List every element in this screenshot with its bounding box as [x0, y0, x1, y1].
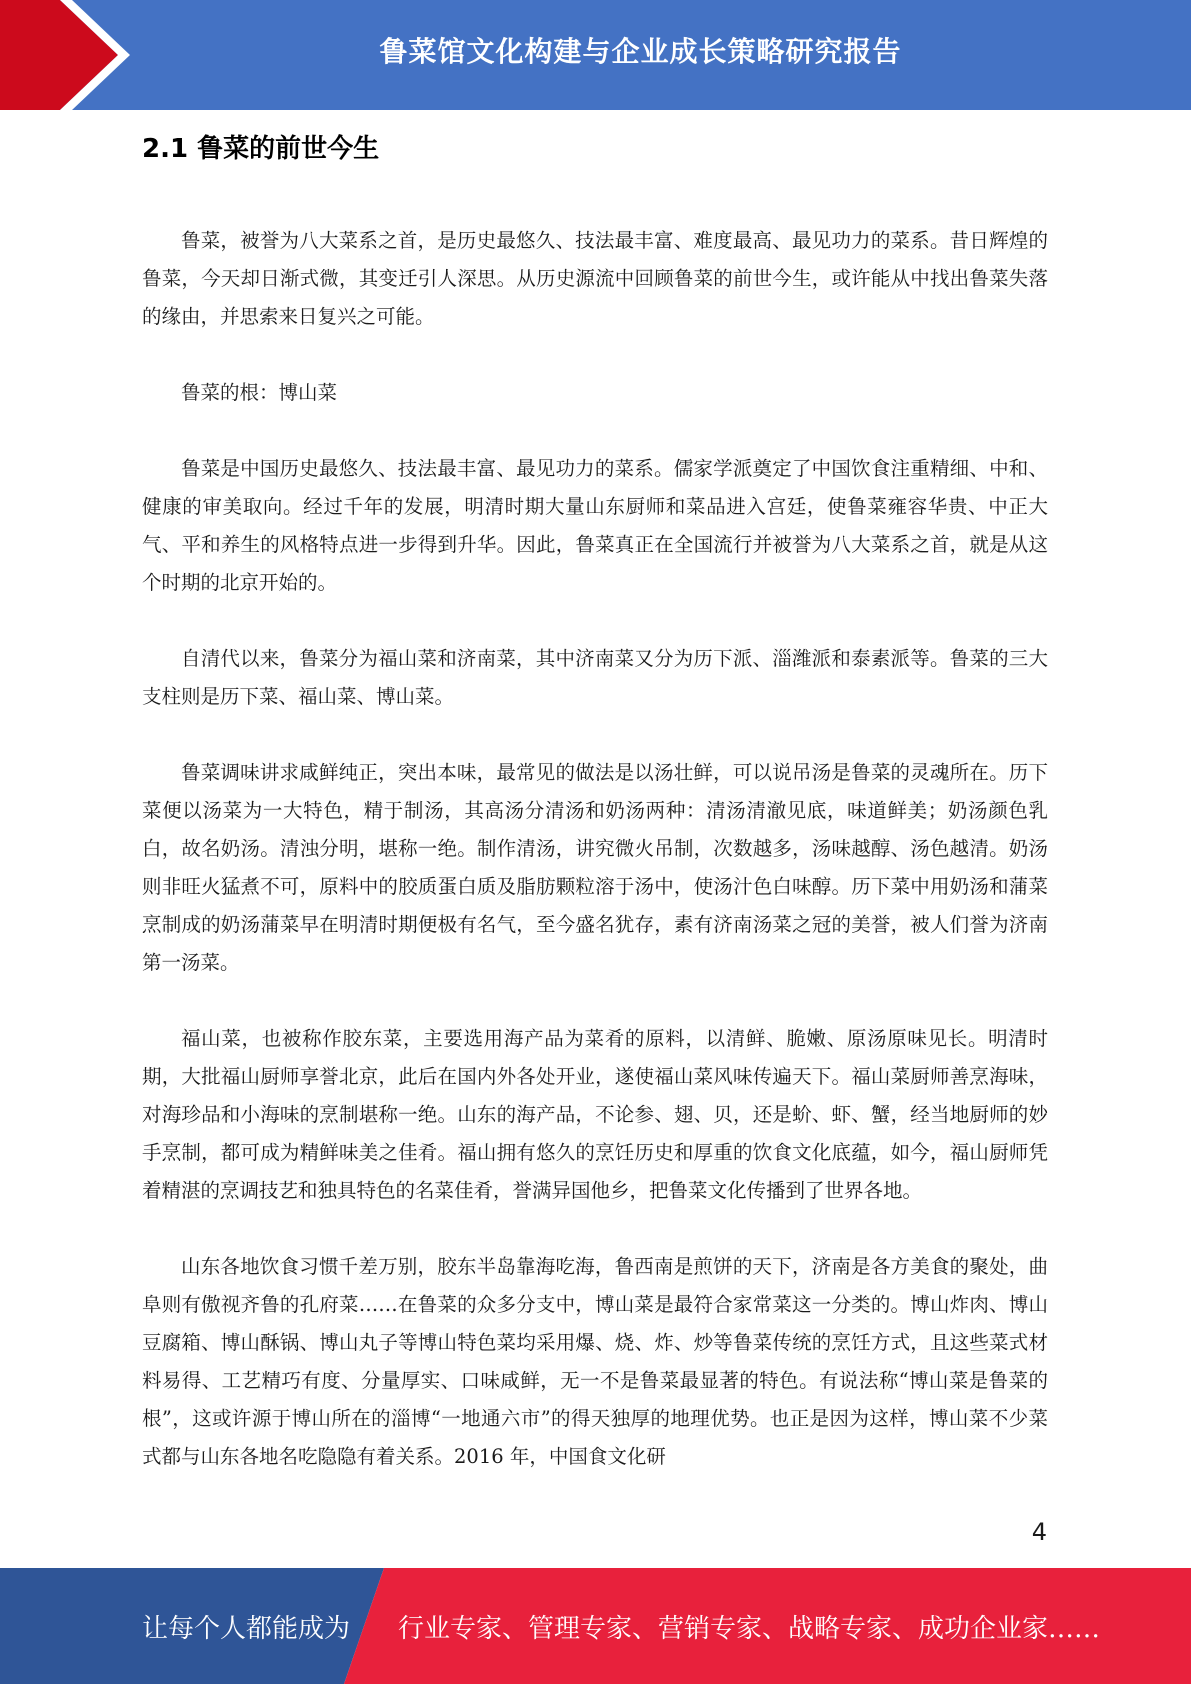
- paragraph: 鲁菜，被誉为八大菜系之首，是历史最悠久、技法最丰富、难度最高、最见功力的菜系。昔日辉煌的鲁菜，今天却日渐式微，其变迁引人深思。从历史源流中回顾鲁菜的前世今生，或许能从中找出鲁菜失落的缘由，并思索来日复兴之可能。: [142, 229, 1048, 328]
- page-footer: [0, 1568, 1191, 1684]
- subheading-paragraph: 鲁菜的根：博山菜: [181, 381, 338, 404]
- paragraph: 福山菜，也被称作胶东菜，主要选用海产品为菜肴的原料，以清鲜、脆嫩、原汤原味见长。明清时期，大批福山厨师享誉北京，此后在国内外各处开业，遂使福山菜风味传遍天下。福山菜厨师善烹海味，对海珍品和小海味的烹制堪称一绝。山东的海产品，不论参、翅、贝，还是蚧、虾、蟹，经当地厨师的妙手烹制，都可成为精鲜味美之佳肴。福山拥有悠久的烹饪历史和厚重的饮食文化底蕴，如今，福山厨师凭着精湛的烹调技艺和独具特色的名菜佳肴，誉满异国他乡，把鲁菜文化传播到了世界各地。: [142, 1027, 1048, 1202]
- body-text: [142, 222, 1048, 1514]
- paragraph: 鲁菜调味讲求咸鲜纯正，突出本味，最常见的做法是以汤壮鲜，可以说吊汤是鲁菜的灵魂所在。历下菜便以汤菜为一大特色，精于制汤，其高汤分清汤和奶汤两种：清汤清澈见底，味道鲜美；奶汤颜色乳白，故名奶汤。清浊分明，堪称一绝。制作清汤，讲究微火吊制，次数越多，汤味越醇、汤色越清。奶汤则非旺火猛煮不可，原料中的胶质蛋白质及脂肪颗粒溶于汤中，使汤汁色白味醇。历下菜中用奶汤和蒲菜烹制成的奶汤蒲菜早在明清时期便极有名气，至今盛名犹存，素有济南汤菜之冠的美誉，被人们誉为济南第一汤菜。: [142, 761, 1048, 974]
- chevron-arrow-decoration: [0, 0, 150, 110]
- footer-slogan-left: 让每个人都能成为: [142, 1613, 351, 1644]
- page-number: 4: [1031, 1518, 1047, 1546]
- section-heading: 2.1 鲁菜的前世今生: [142, 134, 380, 164]
- paragraph: 鲁菜是中国历史最悠久、技法最丰富、最见功力的菜系。儒家学派奠定了中国饮食注重精细、中和、健康的审美取向。经过千年的发展，明清时期大量山东厨师和菜品进入宫廷，使鲁菜雍容华贵、中正大气、平和养生的风格特点进一步得到升华。因此，鲁菜真正在全国流行并被誉为八大菜系之首，就是从这个时期的北京开始的。: [142, 457, 1048, 594]
- paragraph: 山东各地饮食习惯千差万别，胶东半岛靠海吃海，鲁西南是煎饼的天下，济南是各方美食的聚处，曲阜则有傲视齐鲁的孔府菜……在鲁菜的众多分支中，博山菜是最符合家常菜这一分类的。博山炸肉、博山豆腐箱、博山酥锅、博山丸子等博山特色菜均采用爆、烧、炸、炒等鲁菜传统的烹饪方式，且这些菜式材料易得、工艺精巧有度、分量厚实、口味咸鲜，无一不是鲁菜最显著的特色。有说法称“博山菜是鲁菜的根”，这或许源于博山所在的淄博“一地通六市”的得天独厚的地理优势。也正是因为这样，博山菜不少菜式都与山东各地名吃隐隐有着关系。2016 年，中国食文化研: [142, 1255, 1048, 1468]
- page-header: [0, 0, 1191, 110]
- document-title: 鲁菜馆文化构建与企业成长策略研究报告: [379, 35, 902, 68]
- paragraph: 自清代以来，鲁菜分为福山菜和济南菜，其中济南菜又分为历下派、淄潍派和泰素派等。鲁菜的三大支柱则是历下菜、福山菜、博山菜。: [142, 647, 1048, 708]
- footer-slogan-right: 行业专家、管理专家、营销专家、战略专家、成功企业家……: [398, 1613, 1101, 1644]
